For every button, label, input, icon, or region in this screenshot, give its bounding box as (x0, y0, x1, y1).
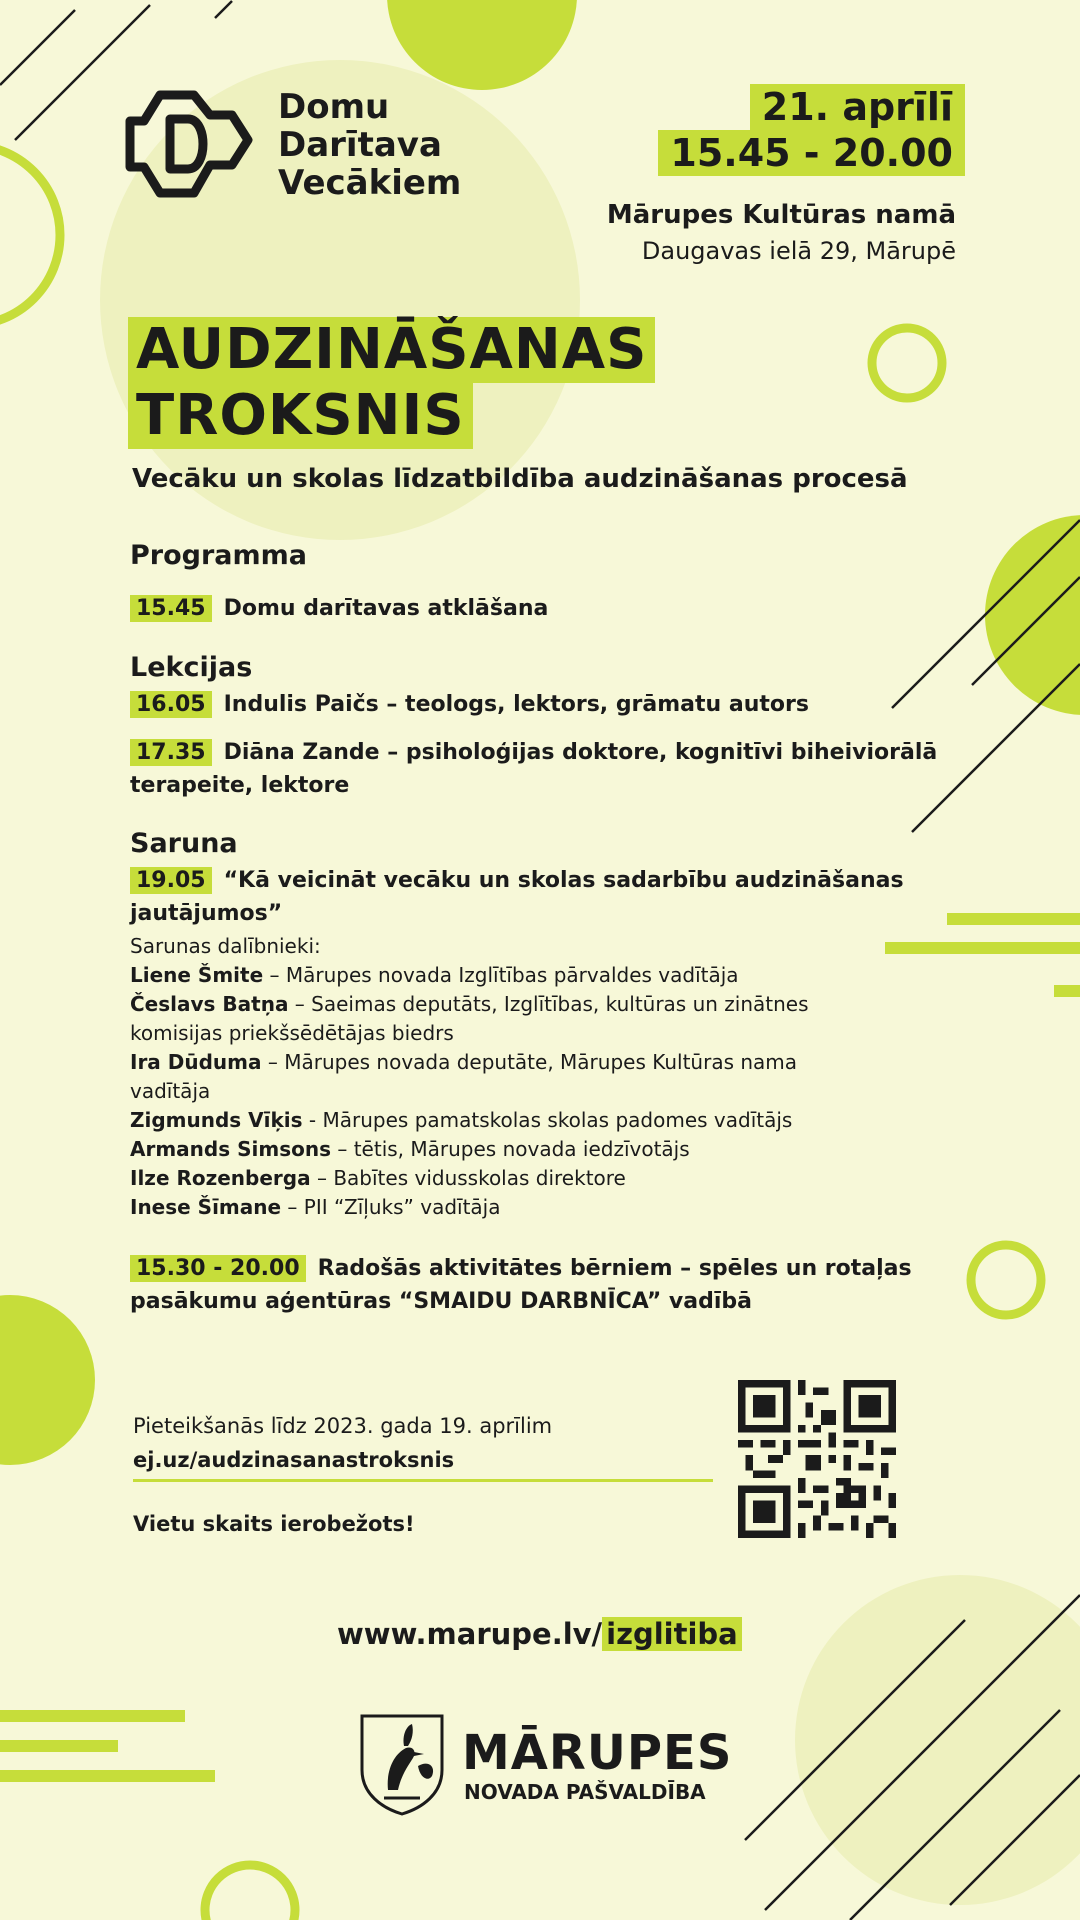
program-item-talk (130, 864, 904, 930)
participant (130, 1135, 809, 1164)
participant-name: Česlavs Batņa (130, 992, 289, 1016)
program-item-lecture (130, 736, 937, 802)
talk-title: “Kā veicināt vecāku un skolas sadarbību audzināšanas (223, 868, 904, 893)
event-title (128, 317, 655, 449)
organizer-name-line: Vecākiem (278, 163, 462, 203)
domu-daritava-logo-icon (122, 85, 258, 203)
registration-link[interactable]: ej.uz/audzinasanastroksnis (133, 1448, 455, 1472)
marupe-coat-of-arms-icon (358, 1712, 446, 1816)
participant (130, 1164, 809, 1193)
organizer-name-line: Domu (278, 87, 390, 127)
program-item-text: terapeite, lektore (130, 773, 350, 798)
event-datetime (658, 84, 965, 176)
time-badge: 15.45 (130, 595, 212, 622)
program-item-opening (130, 592, 548, 625)
limited-seats-note: Vietu skaits ierobežots! (133, 1512, 415, 1536)
participant (130, 1048, 809, 1077)
municipality-name: MĀRUPES (462, 1725, 733, 1781)
registration-divider (133, 1479, 713, 1482)
talk-heading: Saruna (130, 828, 238, 859)
participant (130, 1193, 809, 1222)
participants-list (130, 932, 809, 1222)
participant-role-cont: komisijas priekšsēdētājas biedrs (130, 1021, 454, 1045)
time-badge: 19.05 (130, 867, 212, 894)
program-item-text: Diāna Zande – psiholoģijas doktore, kognitīvi biheiviorālā (223, 740, 938, 765)
participant-name: Liene Šmite (130, 963, 264, 987)
program-item-lecture (130, 688, 809, 721)
participant (130, 1106, 809, 1135)
program-heading: Programma (130, 540, 308, 571)
organizer-name-line: Darītava (278, 125, 442, 165)
participant-role-cont: vadītāja (130, 1079, 211, 1103)
event-time: 15.45 - 20.00 (658, 130, 965, 176)
website-link[interactable] (337, 1617, 742, 1651)
participant-role: – Mārupes novada deputāte, Mārupes Kultūras nama (261, 1050, 798, 1074)
lectures-heading: Lekcijas (130, 652, 253, 683)
time-badge: 15.30 - 20.00 (130, 1255, 306, 1282)
participant-role: – Mārupes novada Izglītības pārvaldes vadītāja (263, 963, 739, 987)
right-circle-decor (985, 515, 1080, 715)
time-badge: 16.05 (130, 691, 212, 718)
participant-name: Inese Šīmane (130, 1195, 282, 1219)
qr-code-icon[interactable] (738, 1380, 896, 1538)
website-base: www.marupe.lv/ (337, 1617, 603, 1651)
event-venue: Mārupes Kultūras namā (606, 200, 956, 230)
program-item-text: Domu darītavas atklāšana (223, 596, 549, 621)
participant-role: – tētis, Mārupes novada iedzīvotājs (331, 1137, 690, 1161)
participant (130, 990, 809, 1019)
program-item-kids (130, 1252, 912, 1318)
bottom-light-circle-decor (795, 1575, 1080, 1905)
participant-name: Zigmunds Vīķis (130, 1108, 303, 1132)
ring-left-decor (0, 145, 60, 325)
event-address: Daugavas ielā 29, Mārupē (641, 237, 956, 265)
ring-right-decor (872, 328, 942, 398)
participant-role: - Mārupes pamatskolas skolas padomes vadītājs (302, 1108, 793, 1132)
left-circle-decor (0, 1295, 95, 1465)
participant-name: Ira Dūduma (130, 1050, 262, 1074)
program-item-text: pasākumu aģentūras “SMAIDU DARBNĪCA” vadībā (130, 1289, 753, 1314)
municipality-subtitle: NOVADA PAŠVALDĪBA (464, 1780, 706, 1804)
program-item-text: Indulis Paičs – teologs, lektors, grāmatu autors (223, 692, 809, 717)
event-date: 21. aprīlī (750, 84, 965, 130)
title-line-1: AUDZINĀŠANAS (128, 317, 655, 383)
participant (130, 961, 809, 990)
program-item-text: Radošās aktivitātes bērniem – spēles un rotaļas (317, 1256, 912, 1281)
participant-name: Armands Simsons (130, 1137, 331, 1161)
title-line-2: TROKSNIS (128, 383, 473, 449)
talk-title: jautājumos” (130, 901, 283, 926)
participant-role: – Saeimas deputāts, Izglītības, kultūras un zinātnes (288, 992, 809, 1016)
organizer-name (278, 88, 461, 202)
event-subtitle: Vecāku un skolas līdzatbildība audzināšanas procesā (132, 464, 908, 494)
ring-bottom-decor (205, 1865, 295, 1920)
participants-label: Sarunas dalībnieki: (130, 934, 321, 958)
time-badge: 17.35 (130, 739, 212, 766)
ring-right-lower-decor (971, 1245, 1041, 1315)
website-path: izglitiba (602, 1617, 742, 1651)
registration-deadline: Pieteikšanās līdz 2023. gada 19. aprīlim (133, 1414, 553, 1438)
participant-name: Ilze Rozenberga (130, 1166, 311, 1190)
participant-role: – PII “Zīļuks” vadītāja (281, 1195, 501, 1219)
participant-role: – Babītes vidusskolas direktore (310, 1166, 626, 1190)
